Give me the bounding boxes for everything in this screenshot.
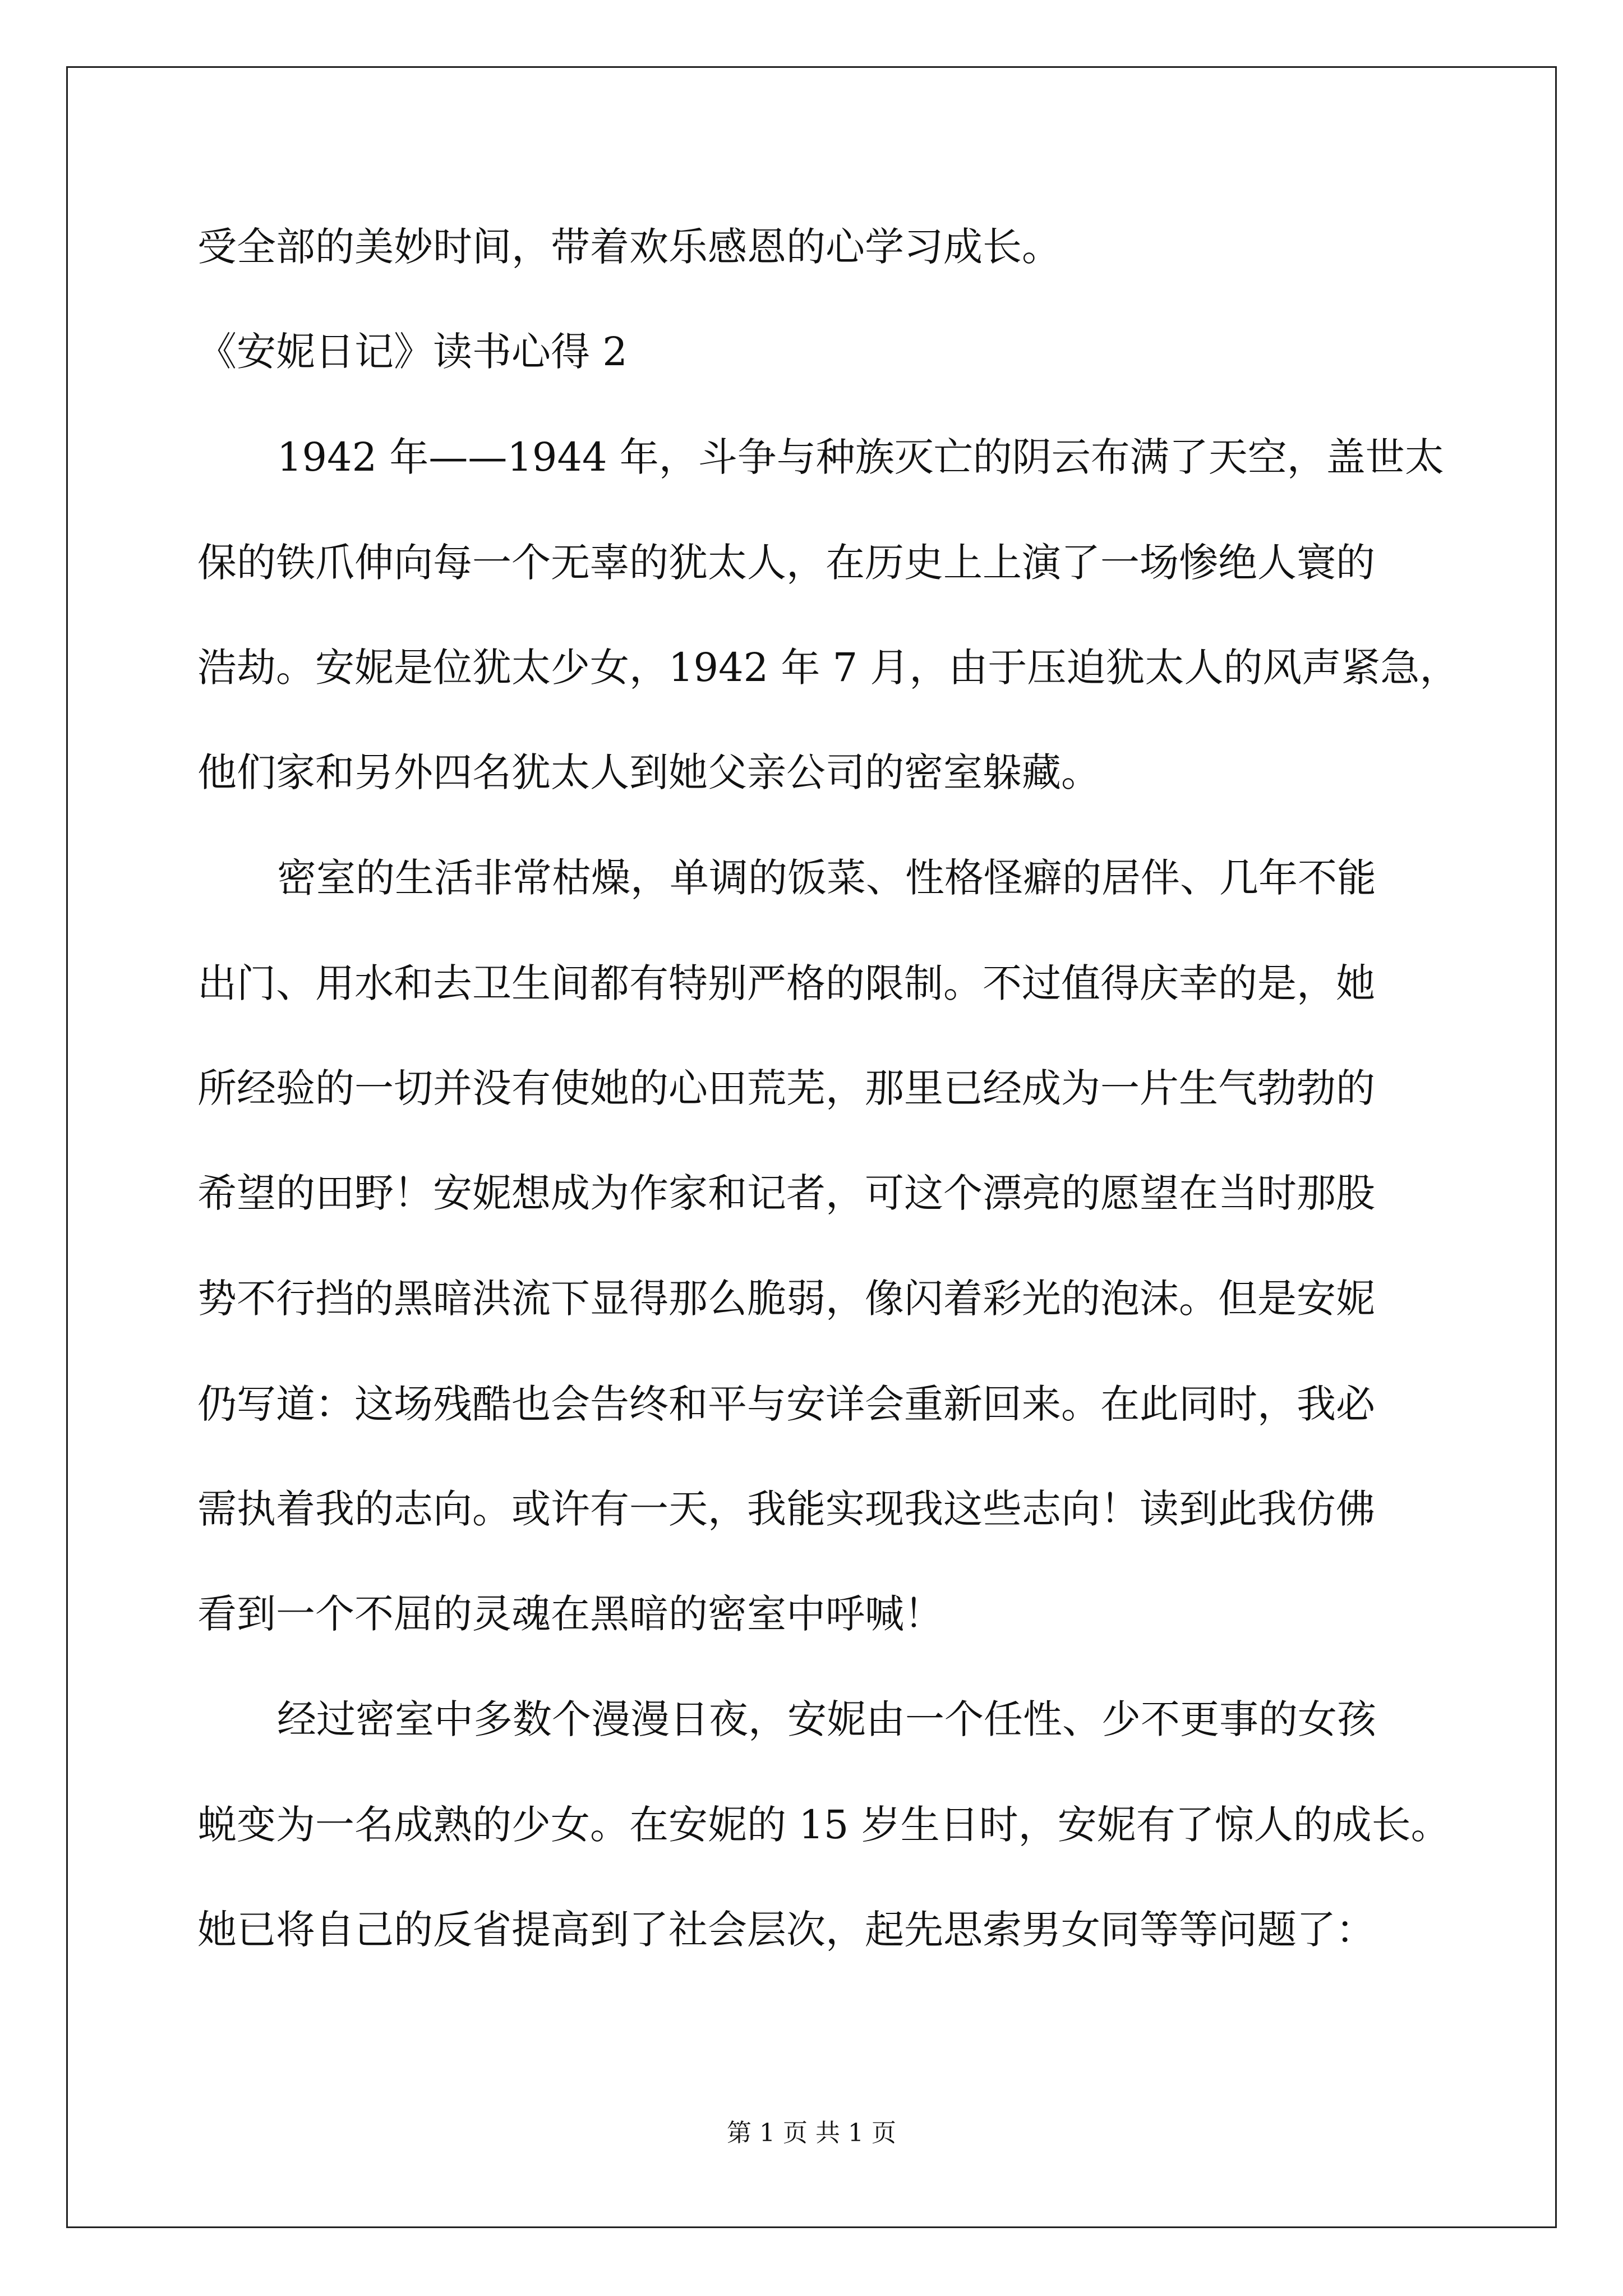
text-line: 蜕变为一名成熟的少女。在安妮的 15 岁生日时，安妮有了惊人的成长。 [197, 1802, 1450, 1848]
text-line: 浩劫。安妮是位犹太少女，1942 年 7 月，由于压迫犹太人的风声紧急， [197, 645, 1459, 691]
section-heading: 《安妮日记》读书心得 2 [197, 329, 628, 375]
text-line: 她已将自己的反省提高到了社会层次，起先思索男女同等等问题了： [197, 1907, 1375, 1953]
text-line: 他们家和另外四名犹太人到她父亲公司的密室躲藏。 [197, 749, 1100, 795]
text-line: 仍写道：这场残酷也会告终和平与安详会重新回来。在此同时，我必 [197, 1381, 1375, 1427]
text-line: 保的铁爪伸向每一个无辜的犹太人，在历史上上演了一场惨绝人寰的 [197, 540, 1375, 586]
text-line: 希望的田野！安妮想成为作家和记者，可这个漂亮的愿望在当时那股 [197, 1170, 1375, 1216]
text-line: 1942 年——1944 年，斗争与种族灭亡的阴云布满了天空，盖世太 [277, 434, 1444, 480]
text-line: 密室的生活非常枯燥，单调的饭菜、性格怪癖的居伴、几年不能 [277, 855, 1376, 901]
text-line: 所经验的一切并没有使她的心田荒芜，那里已经成为一片生气勃勃的 [197, 1065, 1375, 1111]
page-border [66, 66, 1557, 2228]
text-line: 需执着我的志向。或许有一天，我能实现我这些志向！读到此我仿佛 [197, 1486, 1375, 1532]
page-number-footer: 第 1 页 共 1 页 [727, 2119, 896, 2147]
text-line: 经过密室中多数个漫漫日夜，安妮由一个任性、少不更事的女孩 [277, 1696, 1376, 1742]
text-line: 出门、用水和去卫生间都有特别严格的限制。不过值得庆幸的是，她 [197, 960, 1375, 1006]
text-line: 受全部的美妙时间，带着欢乐感恩的心学习成长。 [197, 224, 1061, 270]
text-line: 看到一个不屈的灵魂在黑暗的密室中呼喊！ [197, 1591, 943, 1637]
text-line: 势不行挡的黑暗洪流下显得那么脆弱，像闪着彩光的泡沫。但是安妮 [197, 1276, 1375, 1322]
